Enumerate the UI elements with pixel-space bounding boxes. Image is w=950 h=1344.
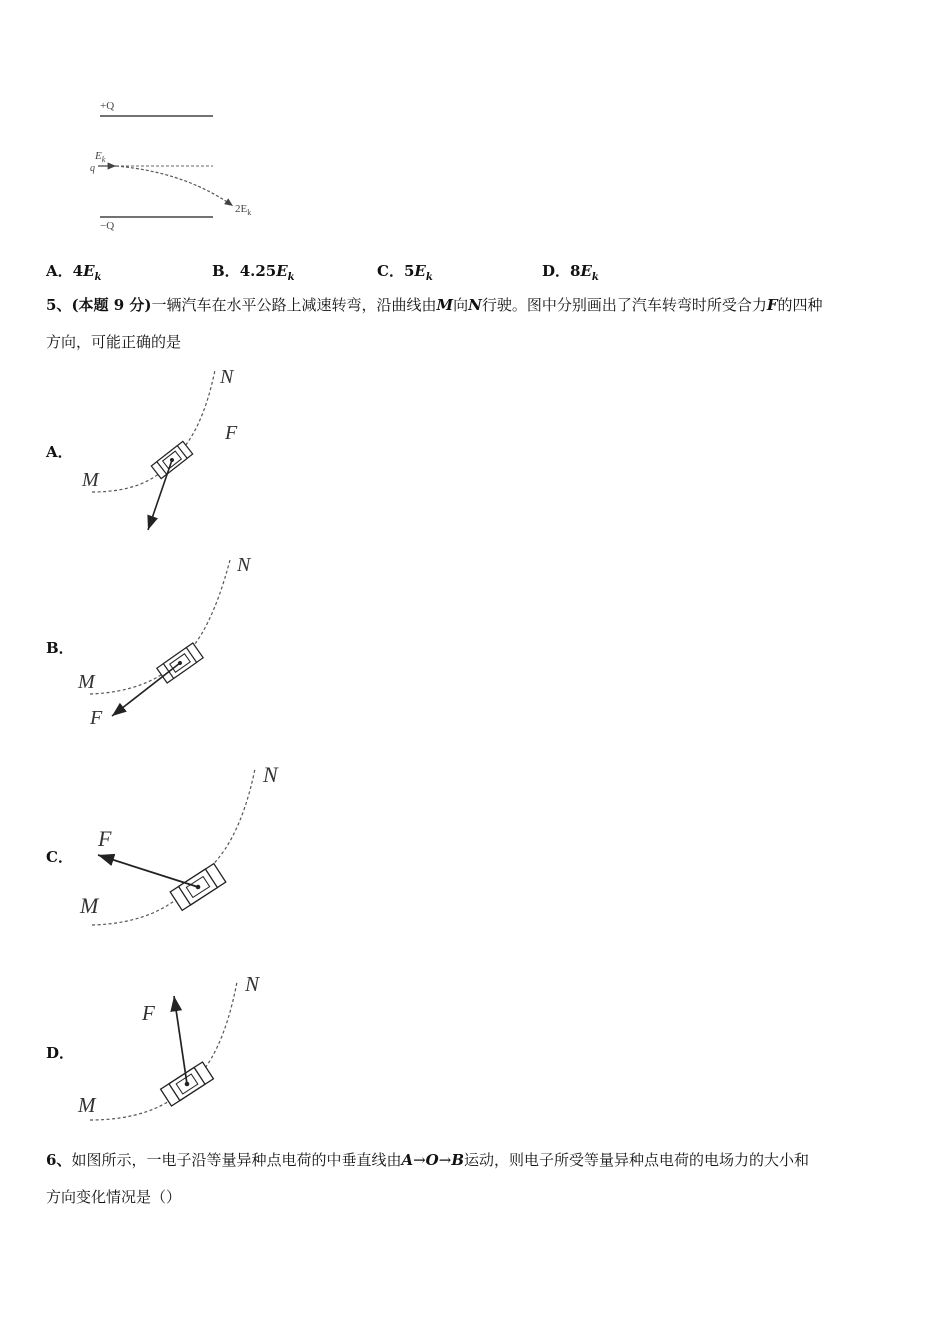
q5-choice-c-label[interactable]: C． [46, 848, 73, 866]
q6-question-line1: 6、如图所示，一电子沿等量异种点电荷的中垂直线由A→O→B运动，则电子所受等量异种点电荷的电场力的大小和 [46, 1151, 810, 1169]
ek-label: $E_k$ [95, 150, 106, 164]
n-label: N [245, 972, 260, 996]
force-arrow [174, 996, 187, 1084]
q4-option-a[interactable]: A．$4E_k$ [46, 262, 102, 283]
f-label: F [142, 1001, 155, 1025]
n-label: N [263, 762, 278, 787]
trajectory-dashed [90, 560, 230, 694]
q5-choice-d-label[interactable]: D． [46, 1044, 75, 1062]
q5-choice-a-label[interactable]: A． [46, 443, 73, 461]
q5-choice-a-figure [70, 362, 270, 542]
q4-option-d[interactable]: D．$8E_k$ [542, 262, 599, 283]
q5-choice-b-figure [70, 548, 280, 733]
force-arrow [112, 663, 180, 716]
f-label: F [90, 707, 103, 729]
q5-choice-b-label[interactable]: B． [46, 639, 74, 657]
m-label: M [78, 671, 95, 693]
q4-capacitor-figure [60, 92, 280, 242]
q-label: q [90, 163, 95, 174]
f-label: F [98, 826, 112, 851]
force-arrow [98, 855, 198, 887]
q5-question-line2: 方向，可能正确的是 [46, 333, 182, 351]
trajectory-dashed [90, 982, 237, 1120]
end-energy-label: $2E_k$ [235, 203, 252, 217]
minus-q-label: −Q [100, 220, 115, 232]
n-label: N [237, 554, 251, 576]
q4-option-b[interactable]: B．$4.25E_k$ [212, 262, 295, 283]
f-label: F [225, 422, 238, 444]
q5-choice-c-figure [70, 755, 300, 940]
q5-choice-d-figure [70, 962, 290, 1132]
m-label: M [78, 1093, 96, 1117]
q4-option-c[interactable]: C．$5E_k$ [377, 262, 433, 283]
q6-question-line2: 方向变化情况是（） [46, 1188, 182, 1206]
n-label: N [220, 366, 234, 388]
m-label: M [80, 893, 99, 918]
deflection-path [116, 166, 233, 206]
q5-question-line1: 5、(本题 9 分)一辆汽车在水平公路上减速转弯，沿曲线由M向N行驶。图中分别画出了汽车转弯时所受合力F的四种 [46, 296, 823, 314]
m-label: M [82, 469, 99, 491]
trajectory-dashed [92, 370, 215, 492]
trajectory-dashed [92, 769, 255, 925]
plus-q-label: +Q [100, 100, 115, 112]
